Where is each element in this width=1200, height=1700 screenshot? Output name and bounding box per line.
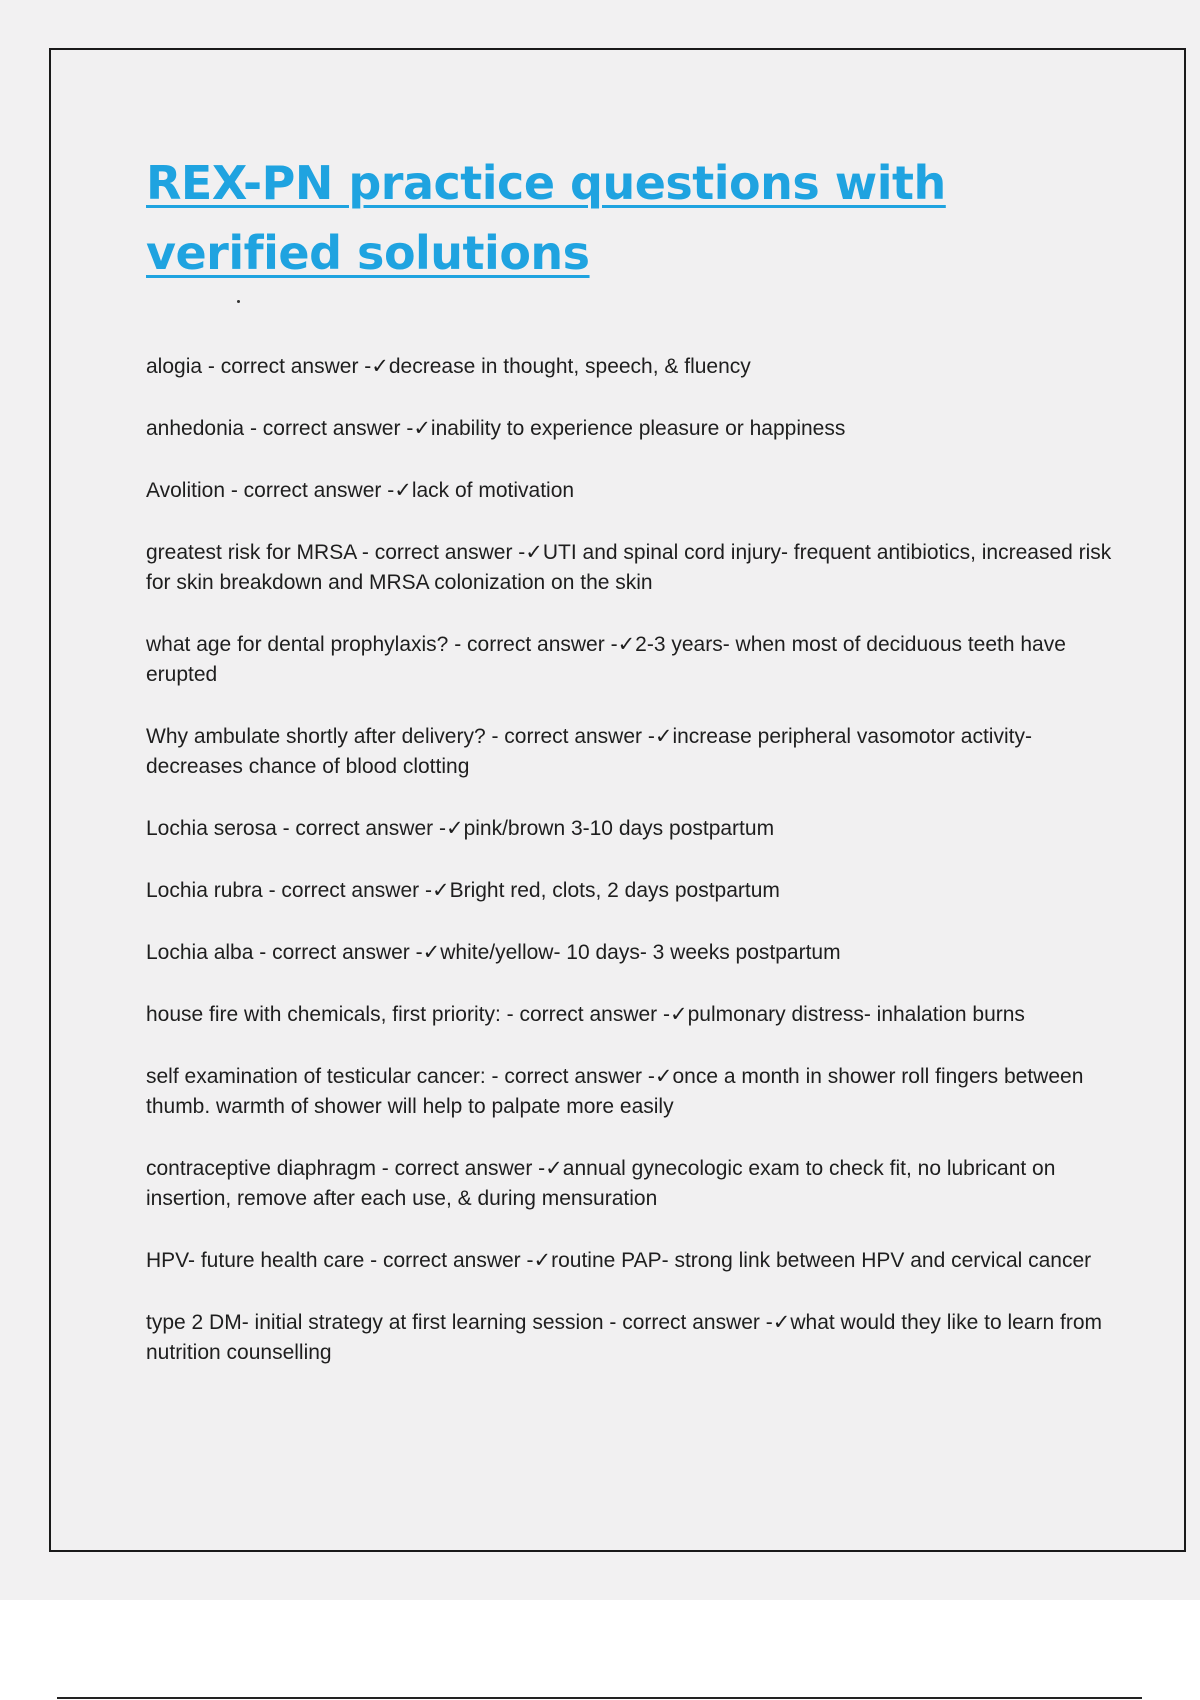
qa-answer: decrease in thought, speech, & fluency [388, 355, 751, 378]
check-mark-icon: ✓ [422, 941, 441, 964]
qa-separator: - correct answer - [276, 817, 446, 840]
check-mark-icon: ✓ [669, 1003, 688, 1026]
qa-answer: UTI and spinal cord injury- frequent antibiotics, increased risk for skin breakdown and MRSA colonization on the skin [146, 541, 1112, 594]
qa-separator: - correct answer - [448, 633, 618, 656]
check-mark-icon: ✓ [431, 879, 450, 902]
qa-separator: - correct answer - [356, 541, 526, 564]
qa-item [146, 1308, 1136, 1368]
qa-answer: inability to experience pleasure or happiness [430, 417, 846, 440]
qa-item [146, 538, 1136, 598]
qa-separator: - correct answer - [485, 1065, 655, 1088]
check-mark-icon: ✓ [445, 817, 464, 840]
qa-item [146, 876, 1136, 906]
qa-separator: - correct answer - [253, 941, 423, 964]
qa-list [146, 352, 1136, 1400]
check-mark-icon: ✓ [654, 725, 673, 748]
check-mark-icon: ✓ [533, 1249, 552, 1272]
qa-term: Lochia alba [146, 941, 254, 964]
qa-answer: Bright red, clots, 2 days postpartum [449, 879, 780, 902]
qa-term: Avolition [146, 479, 225, 502]
qa-separator: - correct answer - [485, 725, 655, 748]
qa-term: Lochia serosa [146, 817, 277, 840]
check-mark-icon: ✓ [772, 1311, 791, 1334]
qa-separator: - correct answer - [244, 417, 414, 440]
next-page-area [0, 1600, 1200, 1700]
qa-term: alogia [146, 355, 203, 378]
qa-item [146, 1246, 1136, 1276]
qa-separator: - correct answer - [364, 1249, 534, 1272]
qa-term: Lochia rubra [146, 879, 263, 902]
qa-answer: 2-3 years- when most of deciduous teeth have erupted [146, 633, 1066, 686]
qa-item [146, 414, 1136, 444]
qa-answer: annual gynecologic exam to check fit, no lubricant on insertion, remove after each use, & during mensuration [146, 1157, 1056, 1210]
qa-separator: - correct answer - [500, 1003, 670, 1026]
check-mark-icon: ✓ [371, 355, 389, 378]
qa-separator: - correct answer - [603, 1311, 773, 1334]
qa-term: Why ambulate shortly after delivery? [146, 725, 486, 748]
check-mark-icon: ✓ [394, 479, 412, 502]
qa-term: what age for dental prophylaxis? [146, 633, 449, 656]
qa-term: house fire with chemicals, first priority: [146, 1003, 501, 1026]
qa-term: HPV- future health care [146, 1249, 365, 1272]
qa-item [146, 1000, 1136, 1030]
qa-separator: - correct answer - [202, 355, 372, 378]
page-divider [57, 1697, 1142, 1699]
qa-item [146, 938, 1136, 968]
qa-answer: pulmonary distress- inhalation burns [687, 1003, 1025, 1026]
qa-term: type 2 DM- initial strategy at first learning session [146, 1311, 604, 1334]
qa-answer: increase peripheral vasomotor activity- decreases chance of blood clotting [146, 725, 1032, 778]
qa-answer: once a month in shower roll fingers between thumb. warmth of shower will help to palpate more easily [146, 1065, 1084, 1118]
qa-item [146, 630, 1136, 690]
check-mark-icon: ✓ [654, 1065, 673, 1088]
qa-answer: what would they like to learn from nutrition counselling [146, 1311, 1102, 1364]
qa-term: greatest risk for MRSA [146, 541, 357, 564]
qa-separator: - correct answer - [375, 1157, 546, 1180]
check-mark-icon: ✓ [525, 541, 543, 564]
qa-item [146, 1062, 1136, 1122]
stray-dot [237, 300, 240, 303]
qa-item [146, 1154, 1136, 1214]
qa-answer: lack of motivation [411, 479, 575, 502]
qa-item [146, 476, 1136, 506]
qa-answer: white/yellow- 10 days- 3 weeks postpartum [440, 941, 841, 964]
qa-answer: pink/brown 3-10 days postpartum [463, 817, 775, 840]
check-mark-icon: ✓ [545, 1157, 563, 1180]
qa-separator: - correct answer - [262, 879, 432, 902]
qa-item [146, 814, 1136, 844]
document-title: REX-PN practice questions with verified solutions [146, 156, 946, 280]
qa-item [146, 722, 1136, 782]
check-mark-icon: ✓ [617, 633, 636, 656]
qa-term: self examination of testicular cancer: [146, 1065, 486, 1088]
qa-term: anhedonia [146, 417, 245, 440]
qa-answer: routine PAP- strong link between HPV and cervical cancer [551, 1249, 1092, 1272]
document-page [49, 48, 1186, 1552]
check-mark-icon: ✓ [413, 417, 431, 440]
qa-separator: - correct answer - [225, 479, 395, 502]
qa-term: contraceptive diaphragm [146, 1157, 376, 1180]
qa-item [146, 352, 1136, 382]
